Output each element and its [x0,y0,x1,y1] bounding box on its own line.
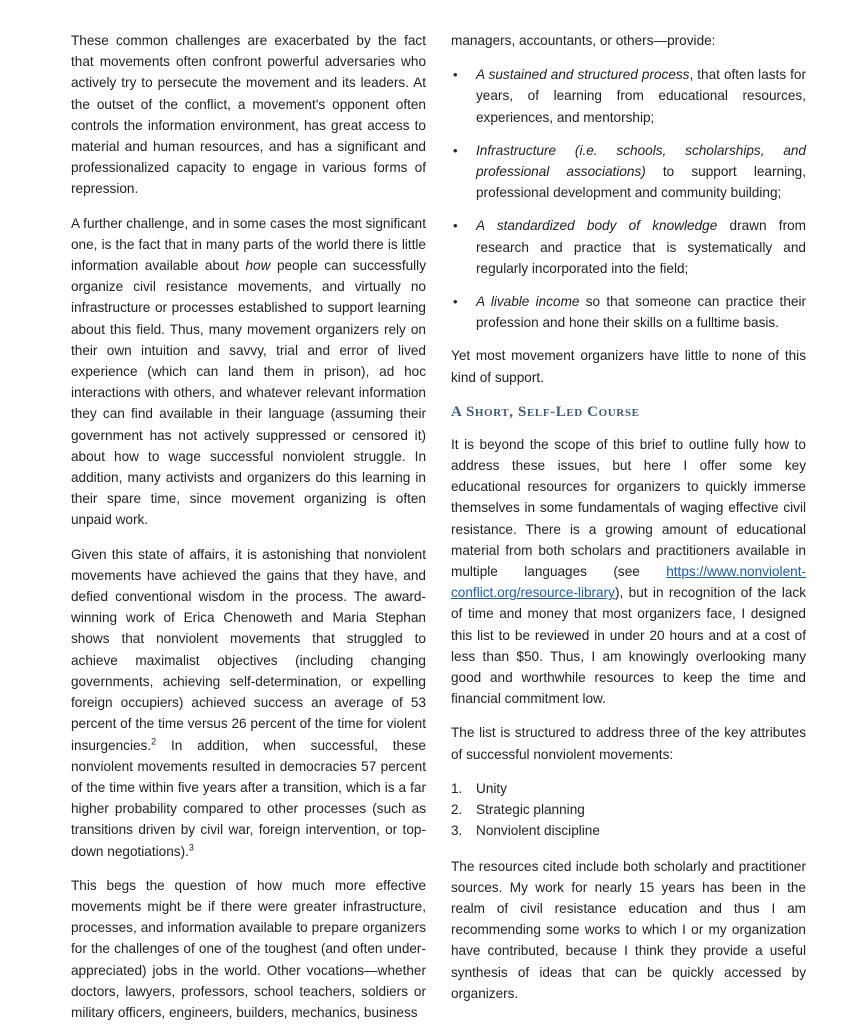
section-heading: A Short, Self-Led Course [451,403,640,420]
list-item [451,799,806,820]
footnote-ref-2[interactable]: 2 [151,735,157,746]
paragraph-challenges: These common challenges are exacerbated by the fact that movements often confront powerful adversaries who actively try to persecute the movement and its leaders. At the outset of the conflict, a movement's opponent often controls the information environment, has great access to material and human resources, and has a significant and professionalized capacity to engage in various forms of repression. [71,33,426,197]
provisions-list [451,64,806,333]
attributes-list [451,778,806,842]
list-number: 2. [451,802,463,818]
text-run: so that someone can practice their profession and hone their skills on a fulltime basis. [476,294,806,331]
emphasis: Infrastructure (i.e. schools, scholarships, and professional associations) [476,142,806,180]
list-item [451,140,806,204]
list-text: Unity [476,780,507,796]
bullet-icon: • [453,294,458,310]
bullet-icon: • [453,67,458,83]
right-column [451,30,806,1017]
list-item [451,215,806,279]
paragraph-state-of-affairs [71,544,426,862]
bullet-icon: • [453,218,458,234]
paragraph-scope [451,434,806,710]
text-run: A further challenge, and in some cases the most significant one, is the fact that in many parts of the world there is little information available about [71,215,426,274]
text-run: In addition, when successful, these nonviolent movements resulted in democracies 57 percent of the time within five years after a transition, which is a far higher probability compared to other processes (such as transitions driven by civil war, foreign intervention, or top-down negotiations). [71,737,426,859]
list-item [451,64,806,128]
list-number: 1. [451,780,463,796]
footnote-ref-3[interactable]: 3 [188,841,194,852]
list-number: 3. [451,823,463,839]
paragraph-support: Yet most movement organizers have little to none of this kind of support. [451,348,806,385]
left-column [71,30,426,1036]
text-run: ), but in recognition of the lack of time and money that most organizers face, I designed this list to be reviewed in under 20 hours and at a cost of less than $50. Thus, I am knowingly overlooking many good and worthwhile resources to keep the time and financial commitment low. [451,585,806,707]
emphasis: A livable income [476,294,580,310]
resource-library-link[interactable]: https://www.nonviolent-conflict.org/resource-library [451,564,806,601]
paragraph-further-challenge [71,213,426,531]
text-run: drawn from research and practice that is systematically and regularly incorporated into the field; [476,218,806,276]
list-item [451,820,806,841]
list-item [451,778,806,799]
text-run: , that often lasts for years, of learning from educational resources, experiences, and mentorship; [476,67,806,125]
paragraph-resources: The resources cited include both scholarly and practitioner sources. My work for nearly 15 years has been in the realm of civil resistance education and thus I am recommending some works to which I or my organization have contributed, because I think they provide a useful synthesis of ideas that can be quickly accessed by organizers. [451,858,806,1001]
list-item [451,291,806,333]
paragraph-list-intro: The list is structured to address three of the key attributes of successful nonviolent movements: [451,725,806,762]
list-text: Nonviolent discipline [476,823,600,839]
emphasis: A sustained and structured process [476,67,690,83]
text-run: It is beyond the scope of this brief to outline fully how to address these issues, but here I offer some key educational resources for organizers to quickly immerse themselves in some fundamentals of waging effective civil resistance. There is a growing amount of educational material from both scholars and practitioners available in multiple languages (see [451,436,806,580]
text-run: people can successfully organize civil resistance movements, and virtually no infrastructure or processes established to support learning about this field. Thus, many movement organizers rely on their own intuition and savvy, trial and error of lived experience (which can land them in prison), ad hoc interactions with others, and whatever relevant information they can find available in their language (assuming their government has not actively suppressed or censored it) about how to wage successful nonviolent struggle. In addition, many activists and organizers do this learning in their spare time, since movement organizing is often unpaid work. [71,258,426,528]
emphasis-how: how [245,258,271,274]
list-text: Strategic planning [476,802,585,818]
text-run: Given this state of affairs, it is astonishing that nonviolent movements have achieved the gains that they have, and defied conventional wisdom in the process. The award-winning work of Erica Chenoweth and Maria Stephan shows that nonviolent movements that struggled to achieve maximalist objectives (including changing governments, achieving self-determination, or expelling foreign occupiers) achieved success an average of 53 percent of the time versus 26 percent of the time for violent insurgencies. [71,546,426,753]
emphasis: A standardized body of knowledge [476,218,718,234]
paragraph-continuation: managers, accountants, or others—provide: [451,33,716,48]
bullet-icon: • [453,142,458,158]
paragraph-begs-question: This begs the question of how much more effective movements might be if there were greater infrastructure, processes, and information available to prepare organizers for the challenges of one of the toughest (and often under-appreciated) jobs in the world. Other vocations—whether doctors, lawyers, professors, school teachers, soldiers or military officers, engineers, builders, mechanics, business [71,877,426,1020]
text-run: to support learning, professional development and community building; [476,164,806,201]
